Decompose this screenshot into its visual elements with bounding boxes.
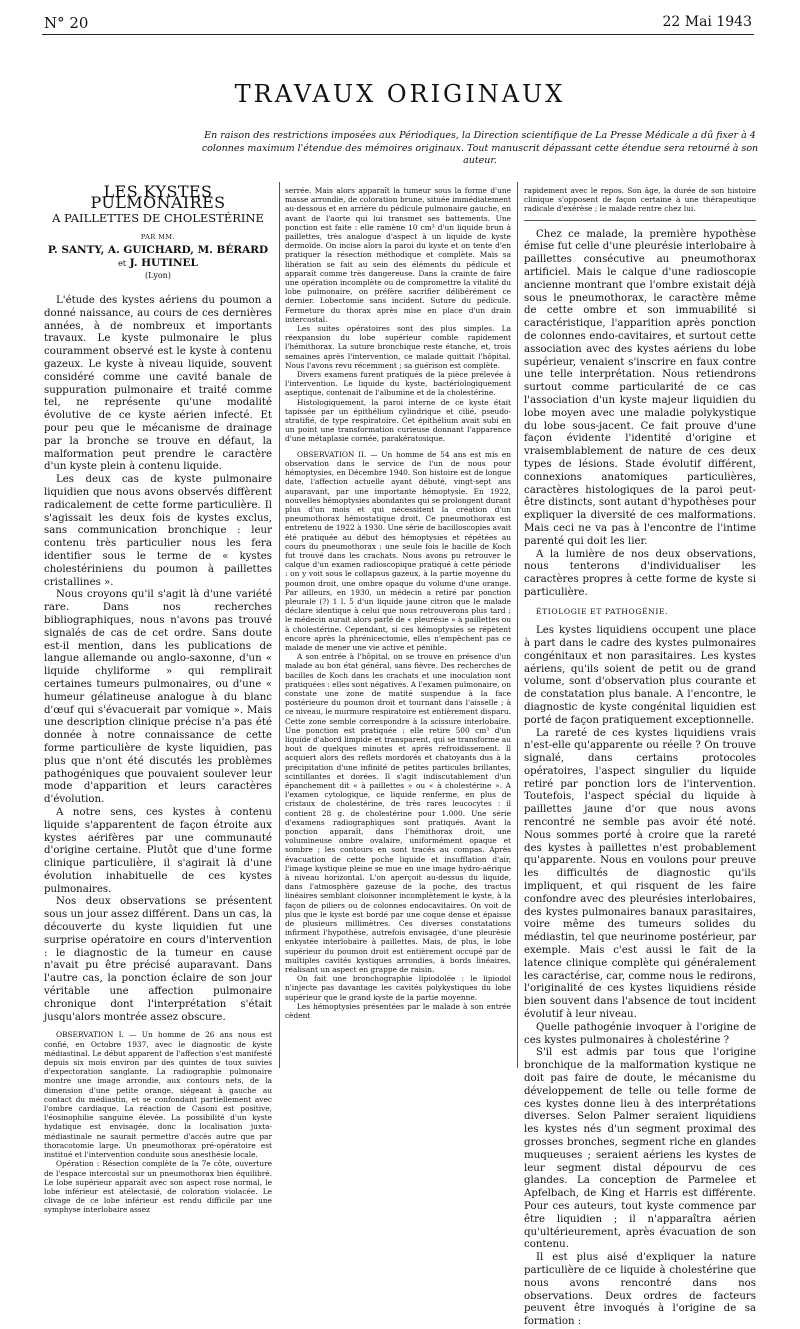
- paragraph: Les deux cas de kyste pulmonaire liquidien que nous avons observés diffèrent radicalement de cette forme particulière. Il s'agissait les deux fois de kystes exclus, sans communication bronchique : leur contenu très particulier nous les fera identifier sous le terme de « kystes cholestériniens du poumon à paillettes cristallines ».: [44, 474, 272, 588]
- paragraph: L'étude des kystes aériens du poumon a donné naissance, au cours de ces dernières années, à de nombreux et importants travaux. Le kyste pulmonaire le plus couramment observé est le kyste à contenu gazeux. Le kyste à niveau liquide, souvent considéré comme une cavité banale de suppuration pulmonaire et traité comme tel, ne représente qu'une modalité évolutive de ce kyste aérien infecté. Et pour peu que le mécanisme de drainage par la bronche se trouve en défaut, la malformation peut prendre le caractère d'un kyste plein à contenu liquide.: [44, 295, 272, 473]
- article-byline-par: PAR MM.: [140, 233, 176, 242]
- section-heading: ÉTIOLOGIE ET PATHOGÉNIE.: [536, 606, 669, 616]
- paragraph: Chez ce malade, la première hypothèse émise fut celle d'une pleurésie interlobaire à paillettes consécutive au pneumothorax artificiel. Mais le calque d'une radioscopie ancienne montrant que l'ombre existait déjà sous le pneumothorax, le caractère même de cette ombre et son immuabilité si caractéristique, l'apparition après ponction de colonnes endo-cavitaires, et surtout cette association avec des kystes aériens du lobe supérieur, venaient s'inscrire en faux contre une telle interprétation. Nous retiendrons surtout comme particularité de ce cas l'association d'un kyste majeur liquidien du lobe moyen avec une maladie polykystique du lobe sous-jacent. Ce fait prouve d'une façon évidente l'identité d'origine et vraisemblablement de nature de ces deux types de lésions. Stade évolutif différent, connexions anatomiques particulières, caractères histologiques de la paroi peut-être distincts, sont autant d'hypothèses pour expliquer la diversité de ces malformations. Mais ceci ne va pas à l'encontre de l'intime parenté qui doit les lier.: [524, 228, 756, 547]
- column-separator: [524, 220, 756, 221]
- paragraph: S'il est admis par tous que l'origine bronchique de la malformation kystique ne doit pas faire de doute, le mécanisme du développement de telle ou telle forme de ces kystes donne lieu à des interprétations diverses. Selon Palmer seraient liquidiens les kystes nés d'un segment proximal des grosses bronches, segment riche en glandes muqueuses ; seraient aériens les kystes de leur segment distal dépourvu de ces glandes. La conception de Parmelee et Apfelbach, de King et Harris est différente. Pour ces auteurs, tout kyste commence par être liquidien ; il n'apparaîtra aérien qu'ultérieurement, après évacuation de son contenu.: [524, 1047, 756, 1251]
- article-title-line-2: A PAILLETTES DE CHOLESTÉRINE: [52, 210, 264, 225]
- column-3: [524, 186, 756, 1329]
- issue-date: 22 Mai 1943: [662, 14, 752, 30]
- paragraph: A la lumière de nos deux observations, nous tenterons d'individualiser les caractères propres à cette forme de kyste si particulière.: [524, 548, 756, 598]
- paragraph: serrée. Mais alors apparaît la tumeur sous la forme d'une masse arrondie, de coloration brune, située immédiatement au-dessous et en arrière du pédicule pulmonaire gauche, en avant de l'aorte qui lui transmet ses battements. Une ponction est faite : elle ramène 10 cm³ d'un liquide brun à paillettes, très analogue d'aspect à un liquide de kyste dermoïde. On incise alors la paroi du kyste et on tente d'en pratiquer la résection méthodique et complète. Mais sa libération se fait au sein des éléments du pédicule et apparaît comme très dangereuse. Dans la crainte de faire une opération incomplète ou de compromettre la vitalité du lobe pulmonaire, on préfère sacrifier délibérément ce dernier. Lobectomie sans incident. Suture du pédicule. Fermeture du thorax après mise en place d'un drain intercostal.: [285, 186, 511, 324]
- paragraph: Il est plus aisé d'expliquer la nature particulière de ce liquide à cholestérine que nous avons rencontré dans nos observations. Deux ordres de facteurs peuvent être invoqués à l'origine de sa formation :: [524, 1252, 756, 1328]
- article-city: (Lyon): [145, 270, 171, 280]
- observation-paragraph: OBSERVATION II. — Un homme de 54 ans est mis en observation dans le service de l'un de nous pour hémoptysies, en Décembre 1940. Son histoire est de longue date, l'affection actuelle ayant débuté, vingt-sept ans auparavant, par une importante hémoptysie. En 1922, nouvelles hémoptysies abondantes qui se prolongent durant plus d'un mois et qui nécessitent la création d'un pneumothorax hémostatique droit. Ce pneumothorax est entretenu de 1922 à 1930. Une série de bacilloscopies avait été pratiquée au début des hémoptysies et répétées au cours du pneumothorax : une seule fois le bacille de Koch fut trouvé dans les crachats. Nous avons pu retrouver le calque d'un examen radioscopique pratiqué à cette période : on y voit sous le collapsus gazeux, à la partie moyenne du poumon droit, une ombre opaque du volume d'une orange. Par ailleurs, en 1930, un médecin a retiré par ponction pleurale (?) 1 l. 5 d'un liquide jaune citron que le malade déclare identique à celui que nous retrouverons plus tard ; le médecin aurait alors parlé de « pleurésie » à paillettes ou à cholestérine. Cependant, si ces hémoptysies se répètent encore après la phrénicectomie, elles n'empêchent pas ce malade de mener une vie active et pénible.: [285, 449, 511, 652]
- article-heading: [44, 182, 272, 281]
- article-title-line-1: LES KYSTES PULMONAIRES: [90, 182, 226, 213]
- paragraph: A notre sens, ces kystes à contenu liquide s'apparentent de façon étroite aux kystes aérifères par une communauté d'origine certaine. Plutôt que d'une forme clinique particulière, il s'agirait là d'une évolution inhabituelle de ces kystes pulmonaires.: [44, 806, 272, 895]
- paragraph: Nous croyons qu'il s'agit là d'une variété rare. Dans nos recherches bibliographiques, nous n'avons pas trouvé signalés de cas de cet ordre. Sans doute est-il mention, dans les publications de langue allemande ou anglo-saxonne, d'un « liquide chyliforme » qui remplirait certaines tumeurs pulmonaires, ou d'une « humeur gélatineuse analogue à du blanc d'œuf qui s'évacuerait par vomique ». Mais une description clinique précise n'a pas été donnée à notre connaissance de cette forme particulière de kyste liquidien, pas plus que n'ont été discutés les problèmes pathogéniques que pouvaient soulever leur mode d'apparition et leurs caractères d'évolution.: [44, 589, 272, 806]
- section-title: TRAVAUX ORIGINAUX: [234, 80, 566, 108]
- running-header: [44, 14, 752, 36]
- article-authors-2: J. HUTINEL: [129, 256, 198, 269]
- issue-number: N° 20: [44, 14, 89, 32]
- column-1: [44, 182, 272, 1215]
- column-divider-1: [279, 182, 280, 1068]
- paragraph: Histologiquement, la paroi interne de ce kyste était tapissée par un épithélium cylindrique et cilié, pseudo-stratifié, de type respiratoire. Cet épithélium avait subi en un point une transformation curieuse donnant l'apparence d'une métaplasie cornée, parakératosique.: [285, 397, 511, 444]
- paragraph: Nos deux observations se présentent sous un jour assez différent. Dans un cas, la découverte du kyste liquidien fut une surprise opératoire en cours d'intervention : le diagnostic de la tumeur en cause n'avait pu être précisé auparavant. Dans l'autre cas, la ponction éclaire de son jour véritable une affection pulmonaire chronique dont l'interprétation s'était jusqu'alors montrée assez obscure.: [44, 896, 272, 1023]
- editorial-notice: En raison des restrictions imposées aux Périodiques, la Direction scientifique de La Presse Médicale a dû fixer à 4 colonnes maximum l'étendue des mémoires originaux. Tout manuscrit dépassant cette étendue sera retourné à son auteur.: [201, 130, 759, 166]
- paragraph: Les suites opératoires sont des plus simples. La réexpansion du lobe supérieur comble rapidement l'hémithorax. La suture bronchique reste étanche, et, trois semaines après l'intervention, ce malade quittait l'hôpital. Nous l'avons revu récemment ; sa guérison est complète.: [285, 324, 511, 370]
- paragraph: La rareté de ces kystes liquidiens vrais n'est-elle qu'apparente ou réelle ? On trouve signalé, dans certains protocoles opératoires, l'aspect singulier du liquide retiré par ponction lors de l'intervention. Toutefois, l'aspect spécial du liquide à paillettes jaune d'or que nous avons rencontré ne semble pas avoir été noté. Nous sommes porté à croire que la rareté des kystes à paillettes n'est probablement qu'apparente. Nous en voulons pour preuve les difficultés de diagnostic qu'ils impliquent, et qui risquent de les faire confondre avec des pleurésies interlobaires, des kystes pulmonaires banaux parasitaires, voire même des tumeurs solides du médiastin, tel que neurinome postérieur, par exemple. Mais c'est aussi le fait de la latence clinique complète qui généralement les caractérise, car, comme nous le redirons, l'originalité de ces kystes liquidiens réside bien souvent dans l'absence de tout incident évolutif à leur niveau.: [524, 727, 756, 1021]
- paragraph: Les hémoptysies présentées par le malade à son entrée cèdent: [285, 1001, 511, 1021]
- article-authors-1: P. SANTY, A. GUICHARD, M. BÉRARD: [47, 243, 269, 256]
- header-rule: [42, 34, 754, 35]
- paragraph: rapidement avec le repos. Son âge, la durée de son histoire clinique s'opposent de façon certaine à une thérapeutique radicale d'exérèse ; le malade rentre chez lui.: [524, 186, 756, 214]
- operation-paragraph: Opération : Résection complète de la 7e côte, ouverture de l'espace intercostal sur un pneumothorax bien équilibré. Le lobe supérieur apparaît avec son aspect rose normal, le lobe inférieur est atélectasié, de coloration violacée. Le clivage de ce lobe inférieur est rendu difficile par une symphyse interlobaire assez: [44, 1159, 272, 1215]
- paragraph: Quelle pathogénie invoquer à l'origine de ces kystes pulmonaires à cholestérine ?: [524, 1021, 756, 1046]
- article-authors-et: et: [118, 258, 127, 268]
- column-divider-2: [517, 182, 518, 1068]
- paragraph: A son entrée à l'hôpital, on se trouve en présence d'un malade au bon état général, sans fièvre. Des recherches de bacilles de Koch dans les crachats et une inoculation sont pratiquées : elles sont négatives. A l'examen pulmonaire, on constate une zone de matité suspendue à la face postérieure du poumon droit et tournant dans l'aisselle ; à ce niveau, le murmure respiratoire est entièrement disparu. Cette zone semble correspondre à la scissure interlobaire. Une ponction est pratiquée : elle retire 500 cm³ d'un liquide d'abord limpide et transparent, qui se transforme au bout de quelques minutes et après refroidissement. Il acquiert alors des reflets mordorés et chatoyants dus à la précipitation d'une infinité de petites particules brillantes, scintillantes et dorées. Il s'agit indiscutablement d'un épanchement dit « à paillettes » ou « à cholestérine ». A l'examen cytologique, ce liquide renferme, en plus de cristaux de cholestérine, de très rares leucocytes : il contient 28 g. de cholestérine pour 1.000. Une série d'examens radiographiques sont pratiqués. Avant la ponction apparaît, dans l'hémithorax droit, une volumineuse ombre ovalaire, uniformément opaque et sombre ; les contours en sont tracés au compas. Après évacuation de cette poche liquide et insufflation d'air, l'image kystique pleine se mue en une image hydro-aérique à niveau horizontal. L'on aperçoit au-dessus du liquide, dans l'atmosphère gazeuse de la poche, des tractus linéaires semblant cloisonner incomplètement le kyste, à la façon de piliers ou de colonnes endocavitaires. On voit de plus que le kyste est bordé par une coque dense et épaisse de plusieurs millimètres. Ces diverses constatations infirment l'hypothèse, autrefois envisagée, d'une pleurésie enkystée interlobaire à paillettes. Mais, de plus, le lobe supérieur du poumon droit est entièrement occupé par de multiples cavités kystiques arrondies, à bords linéaires, réalisant un aspect en grappe de raisin.: [285, 652, 511, 975]
- observation-paragraph: OBSERVATION I. — Un homme de 26 ans nous est confié, en Octobre 1937, avec le diagnostic de kyste médiastinal. Le début apparent de l'affection s'est manifesté depuis six mois environ par des quintes de toux suivies d'expectoration sanglante. La radiographie pulmonaire montre une image arrondie, aux contours nets, de la dimension d'une petite orange, siégeant à gauche au contact du médiastin, et se confondant partiellement avec l'ombre cardiaque. La réaction de Casoni est positive, l'éosinophilie sanguine élevée. La possibilité d'un kyste hydatique est envisagée, donc la localisation juxta-médiastinale ne saurait permettre d'accès autre que par thoracotomie large. Un pneumothorax pré-opératoire est institué et l'intervention conduite sous anesthésie locale.: [44, 1030, 272, 1160]
- paragraph: Divers examens furent pratiqués de la pièce prélevée à l'intervention. Le liquide du kyste, bactériologiquement aseptique, contenait de l'albumine et de la cholestérine.: [285, 370, 511, 398]
- column-2: [285, 186, 511, 1020]
- paragraph: On fait une bronchographie lipiodolée : le lipiodol n'injecte pas davantage les cavités polykystiques du lobe supérieur que le grand kyste de la partie moyenne.: [285, 974, 511, 1002]
- paragraph: Les kystes liquidiens occupent une place à part dans le cadre des kystes pulmonaires congénitaux et non parasitaires. Les kystes aériens, qu'ils soient de petit ou de grand volume, sont d'observation plus courante et de constatation plus banale. A l'encontre, le diagnostic de kyste congénital liquidien est porté de façon pratiquement exceptionnelle.: [524, 625, 756, 726]
